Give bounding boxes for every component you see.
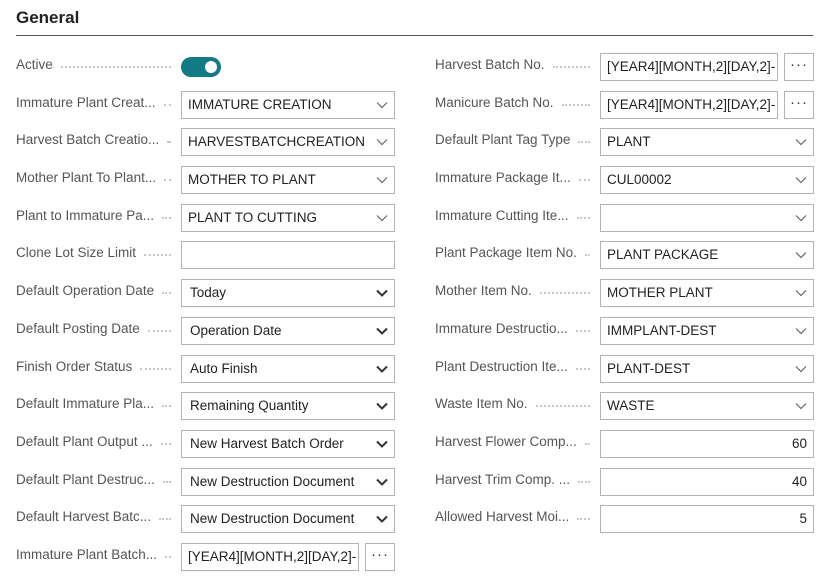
chevron-down-bold-icon bbox=[376, 401, 388, 411]
label-leader-dots bbox=[562, 74, 590, 106]
chevron-down-icon bbox=[795, 288, 807, 298]
default-plant-destruction-value: New Destruction Document bbox=[190, 473, 355, 489]
label-leader-dots bbox=[578, 111, 590, 143]
field-label-harvest-batch-creation: Harvest Batch Creatio... bbox=[16, 132, 160, 148]
field-row-default-harvest-batch bbox=[16, 502, 395, 540]
plant-package-item-no-lookup[interactable] bbox=[600, 241, 814, 269]
field-label-immature-cutting-item: Immature Cutting Ite... bbox=[435, 207, 569, 223]
field-row-harvest-trim-comp bbox=[435, 465, 814, 503]
default-immature-plant-value: Remaining Quantity bbox=[190, 398, 309, 414]
label-leader-dots bbox=[164, 149, 171, 181]
active-toggle[interactable] bbox=[181, 57, 221, 77]
chevron-down-icon bbox=[376, 175, 388, 185]
label-leader-dots bbox=[140, 338, 171, 370]
label-leader-dots bbox=[162, 187, 171, 219]
field-row-harvest-flower-comp bbox=[435, 427, 814, 465]
field-row-harvest-batch-no bbox=[435, 50, 814, 88]
chevron-down-icon bbox=[795, 250, 807, 260]
field-label-finish-order-status: Finish Order Status bbox=[16, 358, 133, 374]
label-leader-dots bbox=[167, 111, 171, 143]
immature-plant-batch-input[interactable]: [YEAR4][MONTH,2][DAY,2]- bbox=[181, 543, 359, 571]
mother-plant-to-plant-value: MOTHER TO PLANT bbox=[188, 172, 316, 188]
default-harvest-batch-select[interactable] bbox=[181, 505, 395, 533]
chevron-down-icon bbox=[795, 326, 807, 336]
chevron-down-icon bbox=[376, 100, 388, 110]
label-leader-dots bbox=[540, 262, 590, 294]
mother-plant-to-plant-lookup[interactable] bbox=[181, 166, 395, 194]
ellipsis-icon[interactable]: ··· bbox=[365, 543, 395, 571]
chevron-down-icon bbox=[795, 364, 807, 374]
chevron-down-icon bbox=[795, 401, 807, 411]
field-label-plant-destruction-item: Plant Destruction Ite... bbox=[435, 358, 568, 374]
field-label-allowed-harvest-moisture: Allowed Harvest Moi... bbox=[435, 509, 570, 525]
harvest-batch-no-input[interactable]: [YEAR4][MONTH,2][DAY,2]- bbox=[600, 53, 778, 81]
field-label-harvest-batch-no: Harvest Batch No. bbox=[435, 57, 545, 72]
field-row-plant-to-immature bbox=[16, 201, 395, 239]
field-label-immature-plant-batch: Immature Plant Batch... bbox=[16, 546, 158, 562]
field-label-clone-lot-size-limit: Clone Lot Size Limit bbox=[16, 245, 137, 261]
default-plant-tag-type-value: PLANT bbox=[607, 134, 651, 150]
chevron-down-icon bbox=[795, 175, 807, 185]
field-label-default-plant-output: Default Plant Output ... bbox=[16, 433, 153, 449]
field-row-allowed-harvest-moisture bbox=[435, 502, 814, 540]
harvest-trim-comp-input[interactable]: 40 bbox=[600, 468, 814, 496]
default-operation-date-value: Today bbox=[190, 285, 227, 301]
label-leader-dots bbox=[144, 224, 171, 256]
label-leader-dots bbox=[536, 375, 590, 407]
immature-package-item-lookup[interactable] bbox=[600, 166, 814, 194]
label-leader-dots bbox=[579, 149, 590, 181]
field-row-default-immature-plant bbox=[16, 389, 395, 427]
field-row-default-posting-date bbox=[16, 314, 395, 352]
field-label-default-harvest-batch: Default Harvest Batc... bbox=[16, 509, 152, 525]
field-label-default-posting-date: Default Posting Date bbox=[16, 320, 140, 336]
toggle-knob bbox=[205, 61, 217, 73]
default-plant-destruction-select[interactable] bbox=[181, 468, 395, 496]
field-label-default-plant-tag-type: Default Plant Tag Type bbox=[435, 132, 571, 148]
label-leader-dots bbox=[576, 338, 590, 370]
field-label-plant-package-item-no: Plant Package Item No. bbox=[435, 245, 577, 261]
field-label-manicure-batch-no: Manicure Batch No. bbox=[435, 94, 554, 110]
label-leader-dots bbox=[163, 451, 171, 483]
label-leader-dots bbox=[159, 488, 171, 520]
immature-cutting-item-lookup[interactable] bbox=[600, 204, 814, 232]
plant-to-immature-value: PLANT TO CUTTING bbox=[188, 209, 318, 225]
chevron-down-bold-icon bbox=[376, 364, 388, 374]
harvest-flower-comp-input[interactable]: 60 bbox=[600, 430, 814, 458]
field-row-default-plant-tag-type bbox=[435, 125, 814, 163]
ellipsis-icon[interactable]: ··· bbox=[784, 53, 814, 81]
chevron-down-bold-icon bbox=[376, 288, 388, 298]
label-leader-dots bbox=[553, 36, 590, 68]
field-label-immature-package-item: Immature Package It... bbox=[435, 170, 571, 186]
field-row-harvest-batch-creation bbox=[16, 125, 395, 163]
immature-package-item-value: CUL00002 bbox=[607, 172, 672, 188]
default-harvest-batch-value: New Destruction Document bbox=[190, 511, 355, 527]
chevron-down-bold-icon bbox=[376, 477, 388, 487]
field-row-manicure-batch-no bbox=[435, 88, 814, 126]
field-label-mother-plant-to-plant: Mother Plant To Plant... bbox=[16, 170, 157, 186]
label-leader-dots bbox=[577, 187, 590, 219]
default-posting-date-select[interactable] bbox=[181, 317, 395, 345]
field-row-immature-package-item bbox=[435, 163, 814, 201]
field-row-plant-package-item-no bbox=[435, 238, 814, 276]
immature-plant-creation-value: IMMATURE CREATION bbox=[188, 96, 332, 112]
default-plant-output-select[interactable] bbox=[181, 430, 395, 458]
allowed-harvest-moisture-input[interactable]: 5 bbox=[600, 505, 814, 533]
finish-order-status-select[interactable] bbox=[181, 355, 395, 383]
chevron-down-bold-icon bbox=[376, 326, 388, 336]
harvest-batch-creation-lookup[interactable] bbox=[181, 128, 395, 156]
waste-item-no-value: WASTE bbox=[607, 398, 655, 414]
finish-order-status-value: Auto Finish bbox=[190, 360, 258, 376]
field-label-active: Active bbox=[16, 57, 53, 72]
clone-lot-size-limit-input[interactable] bbox=[181, 241, 395, 269]
chevron-down-bold-icon bbox=[376, 514, 388, 524]
label-leader-dots bbox=[162, 375, 171, 407]
label-leader-dots bbox=[161, 413, 171, 445]
default-operation-date-select[interactable] bbox=[181, 279, 395, 307]
field-label-immature-destruction: Immature Destructio... bbox=[435, 320, 568, 336]
immature-destruction-lookup[interactable] bbox=[600, 317, 814, 345]
field-row-mother-item-no bbox=[435, 276, 814, 314]
label-leader-dots bbox=[148, 300, 171, 332]
plant-to-immature-lookup[interactable] bbox=[181, 204, 395, 232]
default-plant-output-value: New Harvest Batch Order bbox=[190, 435, 344, 451]
field-label-default-plant-destruction: Default Plant Destruc... bbox=[16, 471, 155, 487]
field-row-default-plant-output bbox=[16, 427, 395, 465]
mother-item-no-value: MOTHER PLANT bbox=[607, 285, 713, 301]
plant-destruction-item-value: PLANT-DEST bbox=[607, 360, 691, 376]
chevron-down-icon bbox=[376, 213, 388, 223]
field-row-active bbox=[16, 50, 395, 88]
label-leader-dots bbox=[576, 300, 590, 332]
harvest-batch-creation-value: HARVESTBATCHCREATION bbox=[188, 134, 366, 150]
field-label-plant-to-immature: Plant to Immature Pa... bbox=[16, 207, 155, 223]
manicure-batch-no-input[interactable]: [YEAR4][MONTH,2][DAY,2]- bbox=[600, 91, 778, 119]
label-leader-dots bbox=[61, 36, 171, 68]
field-row-immature-cutting-item bbox=[435, 201, 814, 239]
field-row-immature-plant-creation bbox=[16, 88, 395, 126]
label-leader-dots bbox=[578, 451, 590, 483]
label-leader-dots bbox=[577, 488, 590, 520]
field-label-harvest-flower-comp: Harvest Flower Comp... bbox=[435, 433, 577, 449]
field-label-mother-item-no: Mother Item No. bbox=[435, 283, 532, 299]
label-leader-dots bbox=[585, 413, 590, 445]
field-row-clone-lot-size-limit bbox=[16, 238, 395, 276]
section-title: General bbox=[16, 8, 80, 27]
field-row-default-operation-date bbox=[16, 276, 395, 314]
plant-package-item-no-value: PLANT PACKAGE bbox=[607, 247, 719, 263]
immature-plant-creation-lookup[interactable] bbox=[181, 91, 395, 119]
field-label-harvest-trim-comp: Harvest Trim Comp. ... bbox=[435, 471, 571, 487]
immature-destruction-value: IMMPLANT-DEST bbox=[607, 322, 717, 338]
waste-item-no-lookup[interactable] bbox=[600, 392, 814, 420]
field-label-immature-plant-creation: Immature Plant Creat... bbox=[16, 94, 156, 110]
field-label-waste-item-no: Waste Item No. bbox=[435, 396, 528, 412]
plant-destruction-item-lookup[interactable] bbox=[600, 355, 814, 383]
field-row-mother-plant-to-plant bbox=[16, 163, 395, 201]
field-row-plant-destruction-item bbox=[435, 352, 814, 390]
field-row-finish-order-status bbox=[16, 352, 395, 390]
mother-item-no-lookup[interactable] bbox=[600, 279, 814, 307]
default-plant-tag-type-lookup[interactable] bbox=[600, 128, 814, 156]
left-column bbox=[16, 50, 395, 578]
label-leader-dots bbox=[164, 74, 171, 106]
chevron-down-bold-icon bbox=[376, 439, 388, 449]
chevron-down-icon bbox=[795, 137, 807, 147]
label-leader-dots bbox=[165, 526, 171, 558]
chevron-down-icon bbox=[376, 137, 388, 147]
right-column bbox=[435, 50, 814, 540]
field-label-default-immature-plant: Default Immature Pla... bbox=[16, 396, 155, 412]
label-leader-dots bbox=[162, 262, 171, 294]
field-row-immature-plant-batch bbox=[16, 540, 395, 578]
field-row-immature-destruction bbox=[435, 314, 814, 352]
default-immature-plant-select[interactable] bbox=[181, 392, 395, 420]
field-row-waste-item-no bbox=[435, 389, 814, 427]
label-leader-dots bbox=[585, 224, 590, 256]
field-row-default-plant-destruction bbox=[16, 465, 395, 503]
chevron-down-icon bbox=[795, 213, 807, 223]
default-posting-date-value: Operation Date bbox=[190, 322, 282, 338]
ellipsis-icon[interactable]: ··· bbox=[784, 91, 814, 119]
field-label-default-operation-date: Default Operation Date bbox=[16, 283, 155, 299]
